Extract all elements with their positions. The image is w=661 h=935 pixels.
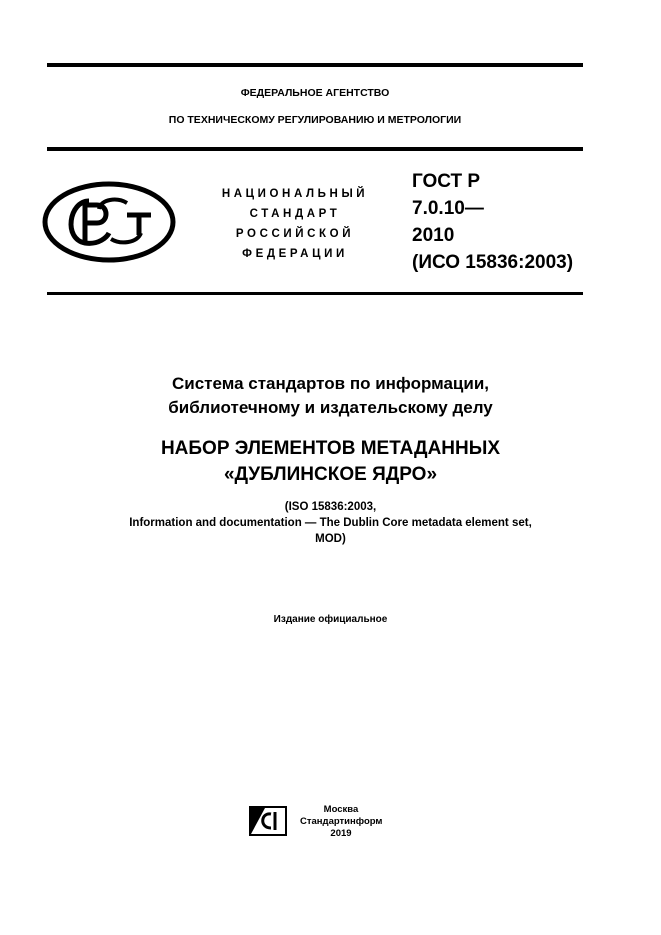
header-bottom-rule [47, 292, 583, 295]
standard-type-line-2: СТАНДАРТ [249, 208, 341, 220]
iso-line-2: Information and documentation — The Dublin Core metadata element set, [129, 517, 532, 529]
publisher-name: Стандартинформ [300, 816, 383, 827]
designation-line-1: ГОСТ Р [412, 171, 481, 192]
standard-type-line-4: ФЕДЕРАЦИИ [242, 248, 348, 260]
agency-line-2: ПО ТЕХНИЧЕСКОМУ РЕГУЛИРОВАНИЮ И МЕТРОЛОГИИ [168, 114, 462, 126]
edition-note: Издание официальное [273, 614, 388, 625]
designation-line-4: (ИСО 15836:2003) [412, 252, 574, 273]
series-line-1: Система стандартов по информации, [171, 374, 489, 393]
top-rule [47, 63, 583, 67]
national-standard-label [200, 184, 390, 264]
designation-line-3: 2010 [412, 225, 455, 246]
agency-line-1: ФЕДЕРАЛЬНОЕ АГЕНТСТВО [240, 87, 390, 99]
standard-type-line-3: РОССИЙСКОЙ [235, 228, 355, 240]
standards-series-title [0, 372, 661, 420]
agency-rule [47, 147, 583, 151]
iso-reference [0, 499, 661, 547]
iso-line-1: (ISO 15836:2003, [284, 501, 377, 513]
iso-line-3: MOD) [315, 533, 346, 545]
standard-designation [412, 168, 573, 276]
standartinform-logo-icon [249, 806, 287, 836]
publisher-city: Москва [323, 804, 359, 815]
rst-certification-logo-icon [41, 179, 177, 265]
document-title [0, 436, 661, 488]
title-line-1: НАБОР ЭЛЕМЕНТОВ МЕТАДАННЫХ [160, 438, 501, 459]
publication-year: 2019 [330, 828, 352, 839]
series-line-2: библиотечному и издательскому делу [168, 398, 493, 417]
designation-line-2: 7.0.10— [412, 198, 484, 219]
standard-type-line-1: НАЦИОНАЛЬНЫЙ [221, 188, 369, 200]
title-line-2: «ДУБЛИНСКОЕ ЯДРО» [223, 464, 438, 485]
publisher-block [300, 804, 382, 840]
